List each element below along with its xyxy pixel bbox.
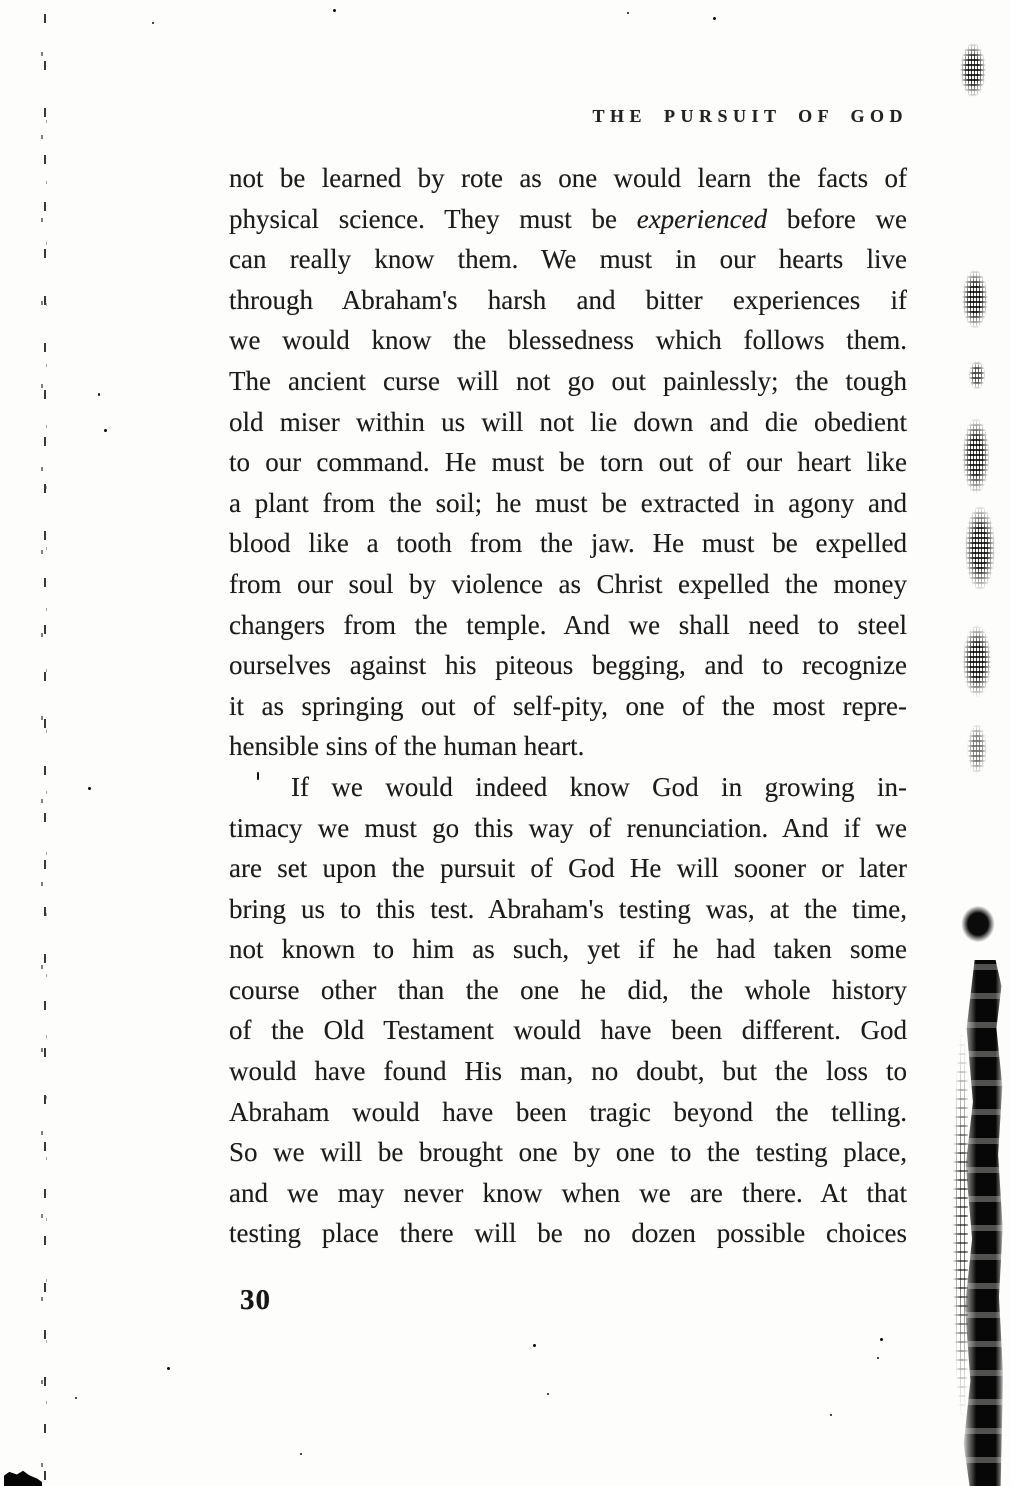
speck	[104, 429, 107, 432]
text-line: course other than the one he did, the whole history	[229, 974, 907, 1005]
text-line: of the Old Testament would have been different. God	[229, 1015, 907, 1046]
speck	[877, 1357, 879, 1359]
speck	[713, 17, 716, 20]
speck	[152, 22, 154, 24]
text-line: a plant from the soil; he must be extracted in agony and	[229, 487, 907, 518]
text-line: not known to him as such, yet if he had taken some	[229, 934, 907, 965]
scan-smudge	[960, 492, 1000, 604]
scan-smudge	[958, 406, 994, 506]
paragraph	[229, 158, 907, 767]
scan-smudge	[958, 260, 992, 338]
scan-smudge	[956, 34, 990, 106]
scan-smudge	[958, 614, 996, 708]
speck	[98, 393, 100, 396]
binding-shadow-streak	[962, 960, 1004, 1486]
text-line: Abraham would have been tragic beyond the telling.	[229, 1096, 907, 1127]
text-line: and we may never know when we are there. At that	[229, 1177, 907, 1208]
text-line: old miser within us will not lie down and die obedient	[229, 406, 907, 437]
binding-shadow-fringe	[948, 990, 968, 1460]
speck	[88, 787, 91, 790]
italic-text: experienced	[636, 203, 768, 234]
text-line: blood like a tooth from the jaw. He must be expelled	[229, 528, 907, 559]
speck	[75, 1397, 77, 1399]
text-line: physical science. They must be experienced before we	[229, 203, 907, 234]
speck	[167, 1367, 170, 1370]
corner-ink-blob	[4, 1470, 42, 1486]
speck	[880, 1338, 883, 1341]
text-line: bring us to this test. Abraham's testing was, at the time,	[229, 893, 907, 924]
speck	[300, 1453, 302, 1455]
text-line: ourselves against his piteous begging, and to recognize	[229, 650, 907, 681]
body-text	[229, 158, 907, 1254]
running-head: THE PURSUIT OF GOD	[592, 106, 908, 126]
scan-smudge	[956, 900, 1000, 948]
scan-smudge	[966, 356, 988, 394]
text-line: testing place there will be no dozen possible choices	[229, 1218, 907, 1249]
text-line: not be learned by rote as one would learn the facts of	[229, 163, 907, 193]
text-line: would have found His man, no doubt, but the loss to	[229, 1056, 907, 1087]
text-line: The ancient curse will not go out painlessly; the tough	[229, 365, 907, 396]
text-line: If we would indeed know God in growing in-	[291, 771, 907, 802]
text-line: changers from the temple. And we shall need to steel	[229, 609, 907, 640]
speck	[333, 9, 336, 12]
text-line: to our command. He must be torn out of our heart like	[229, 447, 907, 478]
text-line: it as springing out of self-pity, one of the most repre-	[229, 690, 907, 721]
speck	[547, 1393, 549, 1395]
speck	[830, 1414, 832, 1416]
margin-scan-line	[46, 120, 47, 1420]
margin-scan-line	[44, 14, 46, 1480]
margin-scan-line	[41, 52, 43, 1472]
text-line: So we will be brought one by one to the testing place,	[229, 1137, 907, 1168]
text-line: timacy we must go this way of renunciation. And if we	[229, 812, 907, 843]
text-line: we would know the blessedness which follows them.	[229, 325, 907, 356]
text-line: are set upon the pursuit of God He will sooner or later	[229, 853, 907, 884]
text-line: can really know them. We must in our hearts live	[229, 244, 907, 275]
text-line: through Abraham's harsh and bitter experiences if	[229, 284, 907, 315]
text-line: from our soul by violence as Christ expelled the money	[229, 568, 907, 599]
text-line: hensible sins of the human heart.	[229, 731, 585, 762]
speck	[627, 12, 629, 14]
scan-smudge	[964, 716, 990, 782]
page-number: 30	[240, 1284, 271, 1316]
speck	[533, 1344, 536, 1347]
paragraph	[229, 767, 907, 1254]
